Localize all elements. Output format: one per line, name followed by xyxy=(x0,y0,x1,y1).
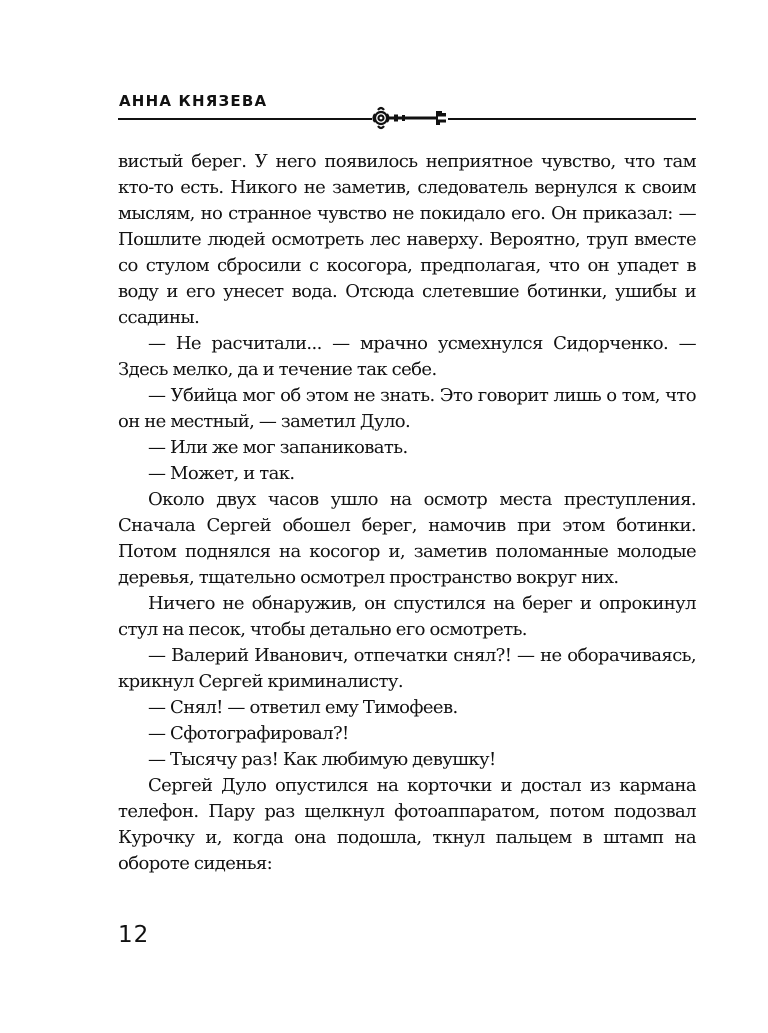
paragraph: Около двух часов ушло на осмотр места преступления. Сначала Сергей обошел берег, намочив при этом ботинки. Потом поднялся на косогор и, заметив поломанные молодые деревья, тщательно осмотрел пространство вокруг них. xyxy=(118,489,696,588)
running-head-author: АННА КНЯЗЕВА xyxy=(119,92,268,110)
paragraph: вистый берег. У него появилось неприятное чувство, что там кто-то есть. Никого не заметив, следователь вернулся к своим мыслям, но странное чувство не покидало его. Он приказал: — Пошлите людей осмотреть лес наверху. Вероятно, труп вместе со стулом сбросили с косогора, предполагая, что он упадет в воду и его унесет вода. Отсюда слетевшие ботинки, ушибы и ссадины. xyxy=(118,151,696,328)
key-icon xyxy=(370,104,450,132)
paragraph: — Тысячу раз! Как любимую девушку! xyxy=(148,749,496,770)
header-rule-left xyxy=(118,118,372,120)
page-number: 12 xyxy=(118,922,150,948)
paragraph: — Не расчитали... — мрачно усмехнулся Сидорченко. — Здесь мелко, да и течение так себе. xyxy=(118,333,696,380)
body-text xyxy=(118,149,696,877)
paragraph: — Сфотографировал?! xyxy=(148,723,349,744)
header-rule-right xyxy=(448,118,696,120)
paragraph: — Убийца мог об этом не знать. Это говорит лишь о том, что он не местный, — заметил Дуло. xyxy=(118,385,696,432)
paragraph: — Снял! — ответил ему Тимофеев. xyxy=(148,697,458,718)
paragraph: — Может, и так. xyxy=(148,463,295,484)
paragraph: Ничего не обнаружив, он спустился на берег и опрокинул стул на песок, чтобы детально его осмотреть. xyxy=(118,593,696,640)
paragraph: Сергей Дуло опустился на корточки и достал из кармана телефон. Пару раз щелкнул фотоаппаратом, потом подозвал Курочку и, когда она подошла, ткнул пальцем в штамп на обороте сиденья: xyxy=(118,775,696,874)
paragraph: — Валерий Иванович, отпечатки снял?! — не оборачиваясь, крикнул Сергей криминалисту. xyxy=(118,645,696,692)
paragraph: — Или же мог запаниковать. xyxy=(148,437,408,458)
